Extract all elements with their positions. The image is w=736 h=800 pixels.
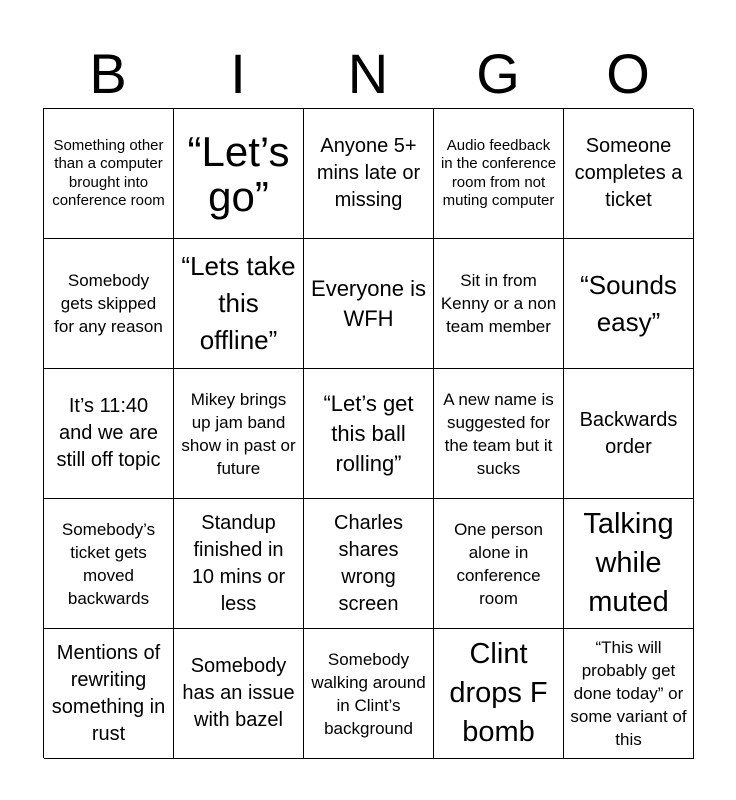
bingo-cell[interactable] (174, 629, 304, 759)
bingo-cell[interactable] (304, 239, 434, 369)
cell-text: Somebody’s ticket gets moved backwards (61, 519, 156, 608)
header-letter-o: O (606, 42, 650, 105)
cell-text: Charles shares wrong screen (334, 511, 403, 615)
cell-text: It’s 11:40 and we are still off topic (56, 395, 161, 471)
bingo-cell[interactable] (304, 629, 434, 759)
cell-text: A new name is suggested for the team but it sucks (443, 389, 554, 478)
bingo-header (43, 40, 693, 108)
cell-text: Everyone is WFH (311, 275, 426, 331)
cell-text: Someone completes a ticket (574, 135, 683, 211)
bingo-cell[interactable] (564, 629, 694, 759)
cell-text: Anyone 5+ mins late or missing (316, 135, 421, 211)
cell-text: Talking while muted (583, 508, 674, 618)
bingo-cell[interactable] (174, 109, 304, 239)
cell-text: “Let’s go” (187, 127, 290, 220)
bingo-cell[interactable] (564, 499, 694, 629)
bingo-cell[interactable] (174, 239, 304, 369)
header-letter-n: N (347, 42, 389, 105)
bingo-cell[interactable] (564, 109, 694, 239)
header-letter-g: G (476, 42, 520, 105)
cell-text: Audio feedback in the conference room from not muting computer (440, 136, 557, 209)
cell-text: Somebody walking around in Clint’s background (311, 649, 426, 738)
bingo-cell[interactable] (304, 499, 434, 629)
cell-text: “Lets take this offline” (181, 251, 296, 355)
cell-text: “This will probably get done today” or some variant of this (570, 638, 687, 749)
bingo-cell[interactable] (304, 109, 434, 239)
bingo-cell[interactable] (434, 499, 564, 629)
cell-text: “Let’s get this ball rolling” (323, 390, 414, 476)
cell-text: Something other than a computer brought into conference room (52, 136, 165, 209)
bingo-cell[interactable] (434, 369, 564, 499)
cell-text: Somebody gets skipped for any reason (54, 271, 163, 336)
cell-text: Sit in from Kenny or a non team member (440, 271, 557, 336)
bingo-cell[interactable] (434, 109, 564, 239)
bingo-cell[interactable] (44, 239, 174, 369)
cell-text: One person alone in conference room (454, 519, 543, 608)
cell-text: Somebody has an issue with bazel (182, 655, 295, 731)
bingo-cell[interactable] (44, 109, 174, 239)
cell-text: Clint drops F bomb (449, 638, 548, 748)
cell-text: Mikey brings up jam band show in past or future (181, 389, 296, 478)
bingo-cell[interactable] (44, 369, 174, 499)
bingo-cell[interactable] (564, 369, 694, 499)
bingo-cell[interactable] (434, 239, 564, 369)
bingo-cell[interactable] (304, 369, 434, 499)
bingo-cell[interactable] (44, 499, 174, 629)
header-letter-b: B (89, 42, 127, 105)
cell-text: Standup finished in 10 mins or less (191, 511, 286, 615)
cell-text: “Sounds easy” (580, 269, 677, 337)
bingo-cell[interactable] (434, 629, 564, 759)
bingo-cell[interactable] (174, 369, 304, 499)
bingo-cell[interactable] (564, 239, 694, 369)
bingo-cell[interactable] (44, 629, 174, 759)
cell-text: Backwards order (579, 408, 678, 458)
bingo-board (43, 108, 693, 758)
cell-text: Mentions of rewriting something in rust (51, 641, 166, 745)
header-letter-i: I (230, 42, 246, 105)
bingo-cell[interactable] (174, 499, 304, 629)
